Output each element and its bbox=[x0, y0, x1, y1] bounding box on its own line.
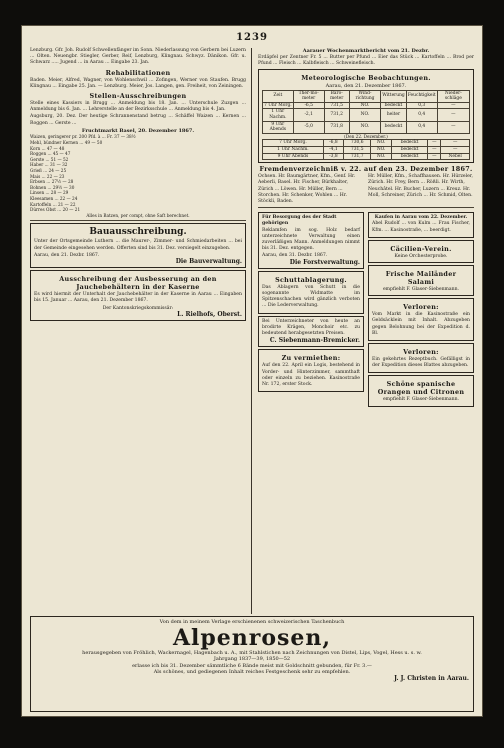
oranges-ad-title: Schöne spanische Orangen und Citronen bbox=[377, 380, 465, 397]
weather-cell: bedeckt bbox=[381, 102, 407, 109]
weather-cell: — bbox=[428, 140, 441, 147]
weather-cell: 7 Uhr Morg. bbox=[263, 140, 324, 147]
weather-cell: bedeckt bbox=[391, 153, 427, 160]
weather-cell: 9 Uhr Abends bbox=[263, 153, 324, 160]
weather-heading: Meteorologische Beobachtungen. bbox=[301, 74, 431, 82]
weather-box bbox=[258, 69, 474, 163]
divider bbox=[30, 220, 246, 221]
forest-notice-title: Für Besorgung des der Stadt gehörigen bbox=[262, 215, 337, 227]
weather-table bbox=[262, 90, 470, 134]
weather-col-header: Nieder-schläge bbox=[437, 90, 469, 102]
fruit-market-list bbox=[30, 134, 246, 212]
fruit-row: Kleesamen ... 22 — 24 bbox=[30, 195, 78, 201]
weather-cell: 731,5 bbox=[344, 146, 371, 153]
collar-ad-text: Bei Unterzeichneter von heute an brodirte Krägen, Monchoir etc. zu bedeutend herabgesetzten Preisen. bbox=[262, 318, 360, 336]
fruit-market-heading: Fruchtmarkt Basel, 20. Dezember 1867. bbox=[81, 127, 195, 134]
cesspit-ad-sign1: Der Kantonskriegskommissär: bbox=[102, 305, 174, 311]
visitors-col-1: Ochsen. Hr. Baumgärtner, Kfm., Genf. Hr. Aeberli, Basel. Hr. Fischer, Bürkhalter, Zürich ... Löwen. Hr. Müller, Bern ... Storchen. Hr. Schenker, Wohlen ... Hr. Stöckli, Baden. bbox=[258, 174, 356, 204]
lost-ad-2-title: Verloren: bbox=[403, 347, 439, 356]
rehabilitation-heading: Rehabilitationen bbox=[105, 68, 171, 77]
weather-cell: — bbox=[437, 121, 469, 133]
weather-row bbox=[263, 140, 470, 147]
weather-col-header: Feuchtigkeit bbox=[406, 90, 437, 102]
choir-notice-text: Keine Orchesterprobe. bbox=[394, 253, 448, 259]
forest-notice bbox=[258, 212, 364, 269]
forest-notice-date: Aarau, den 31. Dezbr. 1867. bbox=[262, 253, 328, 259]
ads-grid bbox=[258, 210, 474, 408]
market-intro: Augsburg, 20. Dez. Der heutige Schrannenstand betrug ... Schäffel Waizen ... Kernen ... Roggen ... Gerste ... bbox=[30, 114, 246, 126]
weather-cell: NO. bbox=[349, 102, 380, 109]
weather-table-2 bbox=[262, 139, 470, 160]
job-ads-text: Stelle eines Kassiers in Brugg ... Anmeldung bis 18. Jan. ... Unterschule Zuzgen ... Anmeldung bis 6. Jan. ... Lehrerstelle an der Bezirksschule ... Anmeldung bis 4. Jan. bbox=[30, 101, 246, 113]
weather-cell: NO. bbox=[349, 109, 380, 121]
construction-ad-date: Aarau, den 21. Dezbr. 1867. bbox=[34, 252, 100, 258]
weather-cell: 730,6 bbox=[344, 140, 371, 147]
rental-ad bbox=[258, 349, 364, 392]
market-footer: Alles in Batzen, per compt, ohne Saft berechnet. bbox=[86, 212, 190, 218]
newspaper-page bbox=[22, 26, 482, 716]
weather-cell: 0,4 bbox=[406, 109, 437, 121]
forest-notice-signature: Die Forstverwaltung. bbox=[289, 258, 360, 266]
rental-ad-title: Zu vermiethen: bbox=[281, 354, 341, 363]
divider bbox=[258, 207, 474, 208]
lost-ad-2 bbox=[368, 343, 474, 373]
construction-ad-signature: Die Bauverwaltung. bbox=[175, 257, 242, 265]
weather-cell: 0,3 bbox=[406, 102, 437, 109]
weather-cell: — bbox=[437, 109, 469, 121]
choir-notice-title: Cäcilien-Verein. bbox=[390, 244, 452, 253]
weather-cell: — bbox=[428, 153, 441, 160]
market-report-heading: Aarauer Wochenmarktbericht vom 21. Dezbr. bbox=[302, 48, 430, 54]
salami-ad bbox=[368, 265, 474, 296]
weather-row bbox=[263, 153, 470, 160]
fruit-row: Erbsen ... 27½ — 28 bbox=[30, 179, 74, 185]
weather-cell: 731,2 bbox=[324, 109, 349, 121]
fruit-row: Waizen, geringerer pr. 200 Pfd. à ... Fr. 37 — 38½ bbox=[30, 134, 136, 140]
alpenrosen-body: herausgegeben von Fröhlich, Wackernagel, Hagenbach u. A., mit Stahlstichen nach Zeichnungen von Distel, Lips, Vogel, Hess u. s. w. bbox=[82, 649, 422, 656]
visitors-list bbox=[258, 174, 474, 205]
fruit-row: Korn ... 47 — 48 bbox=[30, 145, 65, 151]
alpenrosen-prelude: Von dem in meinem Verlage erschienenen schweizerischen Taschenbuch bbox=[159, 619, 345, 625]
weather-cell: bedeckt bbox=[391, 146, 427, 153]
weather-cell: — bbox=[428, 146, 441, 153]
weather-col-header: Wind-richtung bbox=[349, 90, 380, 102]
fruit-row: Mehl, bündner Kernen ... 49 — 50 bbox=[30, 140, 103, 146]
alpenrosen-closing: Als schönes, und gediegenen Inhalt reiches Festgeschenk sehr zu empfehlen. bbox=[153, 669, 351, 676]
weather-cell: — bbox=[441, 146, 470, 153]
weather-col-header: Witterung bbox=[381, 90, 407, 102]
weather-note: (Den 22. Dezember.) bbox=[344, 133, 388, 139]
market-report-text: Erdäpfel per Zentner Fr. 5 ... Butter per Pfund ... Eier das Stück ... Kartoffeln ... Brod per Pfund ... Fleisch ... Kalbfleisch ... Schweinefleisch. bbox=[258, 54, 474, 66]
column-divider bbox=[251, 48, 252, 614]
lost-ad-1-text: Vom Markt in die Kasinostraße ein Geldsäcklein mit Inhalt. Abzugeben gegen Belohnung bei der Expedition d. Bl. bbox=[372, 312, 470, 336]
weather-row bbox=[263, 109, 470, 121]
fruit-row: Linsen ... 28 — 29 bbox=[30, 190, 69, 196]
construction-ad-title: Bauausschreibung. bbox=[89, 227, 187, 238]
purchase-notice-text: Abel Rudolf ... von Kulm ... Frau Fischer, Kfm. ... Kasinostraße, ... beerdigt. bbox=[372, 221, 470, 233]
weather-cell: 731,8 bbox=[324, 121, 349, 133]
weather-cell: -2,1 bbox=[293, 109, 324, 121]
construction-ad bbox=[30, 223, 246, 268]
weather-row bbox=[263, 121, 470, 133]
alpenrosen-title: Alpenrosen, bbox=[172, 624, 332, 651]
alpenrosen-ad bbox=[30, 616, 474, 712]
weather-cell: NO. bbox=[349, 121, 380, 133]
cesspit-ad-text: Es wird hiermit der Unterhalt der Jauchebehälter in der Kaserne in Aarau ... Eingaben bis 15. Januar ... Aarau, den 21. Dezember 1867. bbox=[34, 292, 242, 304]
fruit-row: Bohnen ... 29½ — 30 bbox=[30, 184, 75, 190]
weather-cell: 0,4 bbox=[406, 121, 437, 133]
alpenrosen-offer: erlasse ich bis 31. Dezember sämmtliche 6 Bände meist mit Goldschnitt gebunden, für Fr. 3.— bbox=[132, 662, 372, 669]
cesspit-ad-title: Ausschreibung der Ausbesserung an den Jauchebehältern in der Kaserne bbox=[59, 275, 217, 292]
weather-cell: bedeckt bbox=[391, 140, 427, 147]
weather-cell: bedeckt bbox=[381, 121, 407, 133]
visitors-col-2: Hr. Müller, Kfm., Schaffhausen. Hr. Hürzeler, Zürich. Hr. Frey, Bern ... Rößli. Hr. Wirth, Neuchâtel. Hr. Bucher, Luzern ... Kreuz. Hr. Moll, Schreiner, Zürich ... Hr. Schmid, Olten. bbox=[368, 174, 473, 198]
weather-cell: 9 Uhr Abends bbox=[263, 121, 294, 133]
purchase-notice bbox=[368, 212, 474, 238]
rubble-notice bbox=[258, 271, 364, 314]
weather-cell: NO. bbox=[371, 146, 391, 153]
fruit-row: Gerste ... 51 — 52 bbox=[30, 156, 69, 162]
weather-cell: — bbox=[437, 102, 469, 109]
visitors-heading: Fremdenverzeichniß v. 22. auf den 23. Dezember 1867. bbox=[259, 165, 473, 174]
left-column bbox=[30, 48, 246, 323]
weather-cell: 731,7 bbox=[344, 153, 371, 160]
oranges-ad-text: empfiehlt F. Glaser-Siebenmann. bbox=[382, 397, 460, 403]
ads-col-b bbox=[368, 210, 474, 408]
weather-cell: NO. bbox=[371, 140, 391, 147]
lost-ad-1-title: Verloren: bbox=[403, 303, 439, 312]
page-number: 1239 bbox=[236, 32, 268, 43]
weather-cell: 7 Uhr Morg. bbox=[264, 102, 292, 108]
salami-ad-text: empfiehlt F. Glaser-Siebenmann. bbox=[382, 286, 460, 292]
job-ads-heading: Stellen-Ausschreibungen bbox=[89, 92, 187, 101]
weather-cell: -6,5 bbox=[293, 102, 324, 109]
alpenrosen-signature: J. J. Christen in Aarau. bbox=[394, 674, 469, 682]
weather-cell: NO. bbox=[371, 153, 391, 160]
weather-cell: 1 Uhr Nachm. bbox=[263, 146, 324, 153]
purchase-notice-title: Kaufen in Aarau vom 22. Dezember. bbox=[374, 215, 468, 221]
lost-ad-1 bbox=[368, 298, 474, 341]
fruit-row: Grieß ... 24 — 25 bbox=[30, 167, 67, 173]
weather-cell: -4,1 bbox=[323, 146, 343, 153]
rental-ad-text: Auf den 22. April ein Logis, bestehend in Vorder- und Hinterzimmer, sammthaft oder einzeln zu beziehen. Kasinostraße Nr. 172, erster Stock. bbox=[262, 363, 360, 387]
fruit-row: Roggen ... 45 — 47 bbox=[30, 151, 71, 157]
ads-col-a bbox=[258, 210, 364, 408]
weather-col-header: Ther-mo-meter bbox=[293, 90, 324, 102]
forest-notice-text: Reklamfen im sog. Holz bedarf unterzeichnete Verwaltung einen zuverläßigen Mann. Anmeldungen nimmt bis 31. Dez. entgegen. bbox=[262, 227, 360, 252]
fruit-row: Haber ... 31 — 32 bbox=[30, 162, 68, 168]
weather-subtitle: Aarau, den 21. Dezember 1867. bbox=[325, 83, 407, 89]
construction-ad-text: Unter der Ortsgemeinde Luthern ... die Maurer-, Zimmer- und Schmiedarbeiten ... bei der Gemeinde eingesehen werden. Offerten sind bis 31. Dez. versiegelt einzugeben. bbox=[34, 239, 242, 251]
rubble-notice-text: Das Ablagern von Schutt in die sogenannte Widmatte im Spitzenschachen wird gänzlich verboten ... Die Lederverwaltung. bbox=[262, 284, 360, 309]
choir-notice bbox=[368, 240, 474, 263]
fruit-row: Mais ... 22 — 23 bbox=[30, 173, 65, 179]
weather-cell: -5,0 bbox=[293, 121, 324, 133]
fruit-row: Dürres Obst ... 20 — 21 bbox=[30, 207, 81, 213]
weather-col-header: Baro-meter bbox=[324, 90, 349, 102]
weather-col-header: Zeit bbox=[263, 90, 294, 102]
weather-row bbox=[263, 146, 470, 153]
weather-cell: 1 Uhr Nachm. bbox=[263, 109, 294, 121]
intro-paragraph: Lenzburg. Gfr. Joh. Rudolf Schwellenfänger im Sonn. Niederlassung von Gerbern bei Luzern ... Olten. Neuengbr. Stiegler, Gerber, Reif, Lenzburg, Klingnau. Schwyz. Dänikon. Gfr. u. Schwarz ..... Jugend ... in Aarau ... Eingabe 23. Jan. bbox=[30, 48, 246, 66]
alpenrosen-years: Jahrgang 1837—39, 1850—52 bbox=[213, 656, 291, 663]
fruit-row: Kartoffeln ... 21 — 22 bbox=[30, 201, 76, 207]
cesspit-ad bbox=[30, 270, 246, 321]
rubble-notice-title: Schuttablagerung. bbox=[275, 275, 347, 284]
weather-cell: Nebel bbox=[441, 153, 470, 160]
lost-ad-2-text: Ein gekehrtes Rezeptbuch. Gefälligst in der Expedition dieses Blattes abzugeben. bbox=[372, 356, 470, 369]
weather-cell: -6,8 bbox=[323, 140, 343, 147]
right-column bbox=[258, 48, 474, 409]
weather-row bbox=[263, 102, 470, 109]
weather-cell: -3,8 bbox=[323, 153, 343, 160]
collar-ad bbox=[258, 316, 364, 348]
collar-ad-signature: C. Siebenmann-Bremicker. bbox=[269, 337, 360, 345]
weather-cell: heiter bbox=[381, 109, 407, 121]
oranges-ad bbox=[368, 375, 474, 406]
weather-cell: 731,5 bbox=[324, 102, 349, 109]
cesspit-ad-sign2: L. Rielhofs, Oberst. bbox=[177, 310, 242, 318]
weather-cell: — bbox=[441, 140, 470, 147]
rehabilitation-text: Baden. Meier, Alfred, Wagner, von Wohlenschwil ... Zofingen, Werner von Staufen. Brugg Klingnau ... Eingabe 25. Jan. — Lenzburg. Meier, Jos. Langen, gen. Freiheit, von Zeiningen. bbox=[30, 77, 246, 89]
weather-header-row bbox=[263, 90, 470, 102]
salami-ad-title: Frische Mailänder Salami bbox=[385, 269, 457, 286]
